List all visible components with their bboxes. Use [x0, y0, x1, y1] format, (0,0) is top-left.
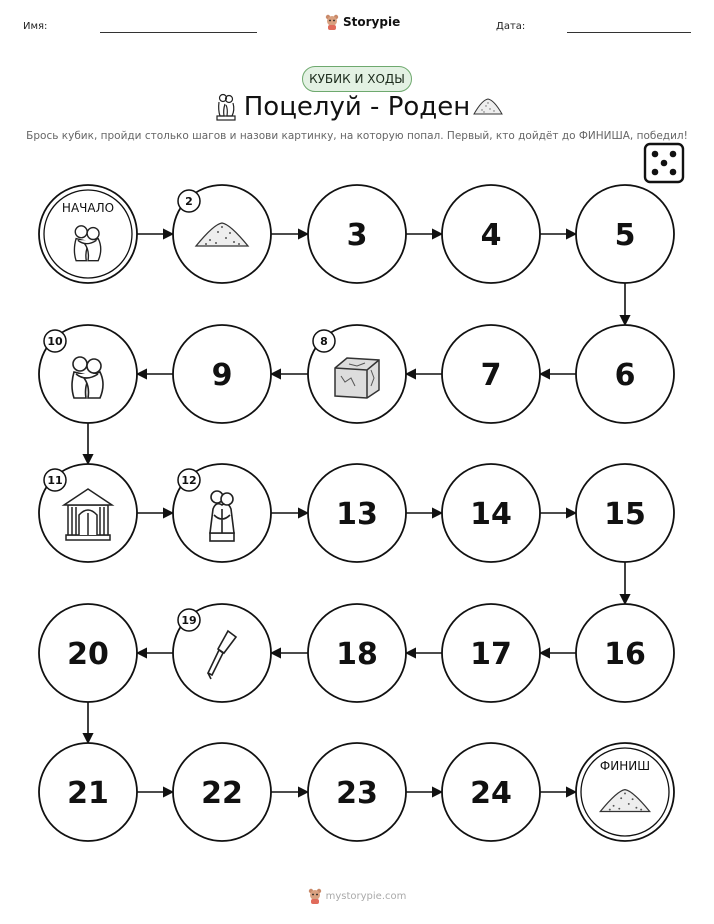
- cell-number: 20: [67, 637, 109, 672]
- page-title: Поцелуй - Роден: [243, 92, 471, 122]
- finish-cell[interactable]: [576, 743, 674, 841]
- board-cell-20[interactable]: [39, 604, 137, 702]
- board-cell-16[interactable]: [576, 604, 674, 702]
- start-label: НАЧАЛО: [61, 201, 115, 215]
- board-cell-15[interactable]: [576, 464, 674, 562]
- cell-number: 23: [336, 776, 378, 811]
- board-cell-11[interactable]: [39, 464, 137, 562]
- cell-number-badge: 8: [320, 335, 328, 348]
- cell-number: 6: [614, 358, 636, 393]
- brand-name: Storypie: [343, 15, 401, 29]
- bear-logo-icon: [308, 888, 322, 904]
- footer-site: mystorypie.com: [325, 890, 407, 902]
- board-cell-4[interactable]: [442, 185, 540, 283]
- cell-number: 3: [346, 218, 368, 253]
- cell-number: 17: [470, 637, 512, 672]
- board-cell-13[interactable]: [308, 464, 406, 562]
- board-cell-3[interactable]: [308, 185, 406, 283]
- cell-number: 22: [201, 776, 243, 811]
- cell-number-badge: 2: [185, 195, 193, 208]
- board-cell-17[interactable]: [442, 604, 540, 702]
- cell-number-badge: 19: [181, 614, 197, 627]
- board-cell-10[interactable]: [39, 325, 137, 423]
- board-cell-18[interactable]: [308, 604, 406, 702]
- board-cell-8[interactable]: [308, 325, 406, 423]
- statue-icon: [210, 491, 234, 541]
- board-cell-22[interactable]: [173, 743, 271, 841]
- stone-block-icon: [335, 358, 379, 398]
- board-cell-21[interactable]: [39, 743, 137, 841]
- cell-number: 9: [211, 358, 233, 393]
- board-cell-12[interactable]: [173, 464, 271, 562]
- board-cell-5[interactable]: [576, 185, 674, 283]
- cell-number-badge: 10: [47, 335, 63, 348]
- board-cell-6[interactable]: [576, 325, 674, 423]
- cell-number-badge: 12: [181, 474, 197, 487]
- footer: [0, 888, 714, 904]
- cell-number: 5: [614, 218, 636, 253]
- cell-number: 16: [604, 637, 646, 672]
- instructions: Брось кубик, пройди столько шагов и назови картинку, на которую попал. Первый, кто дойдёт до ФИНИША, победил!: [26, 130, 688, 142]
- cell-number: 13: [336, 497, 378, 532]
- cell-number: 18: [336, 637, 378, 672]
- board-cell-7[interactable]: [442, 325, 540, 423]
- board-cell-9[interactable]: [173, 325, 271, 423]
- cell-number: 14: [470, 497, 512, 532]
- cell-number: 7: [480, 358, 502, 393]
- start-cell[interactable]: [39, 185, 137, 283]
- date-label: Дата:: [496, 21, 526, 32]
- finish-label: ФИНИШ: [599, 759, 651, 773]
- board-cell-14[interactable]: [442, 464, 540, 562]
- board-cell-23[interactable]: [308, 743, 406, 841]
- cell-number: 24: [470, 776, 512, 811]
- cell-number: 21: [67, 776, 109, 811]
- board-cell-2[interactable]: [173, 185, 271, 283]
- cell-number-badge: 11: [47, 474, 63, 487]
- cell-number: 4: [480, 218, 502, 253]
- game-type-badge: КУБИК И ХОДЫ: [302, 66, 412, 92]
- name-label: Имя:: [23, 21, 48, 32]
- cell-number: 15: [604, 497, 646, 532]
- board-cell-24[interactable]: [442, 743, 540, 841]
- board-cell-19[interactable]: [173, 604, 271, 702]
